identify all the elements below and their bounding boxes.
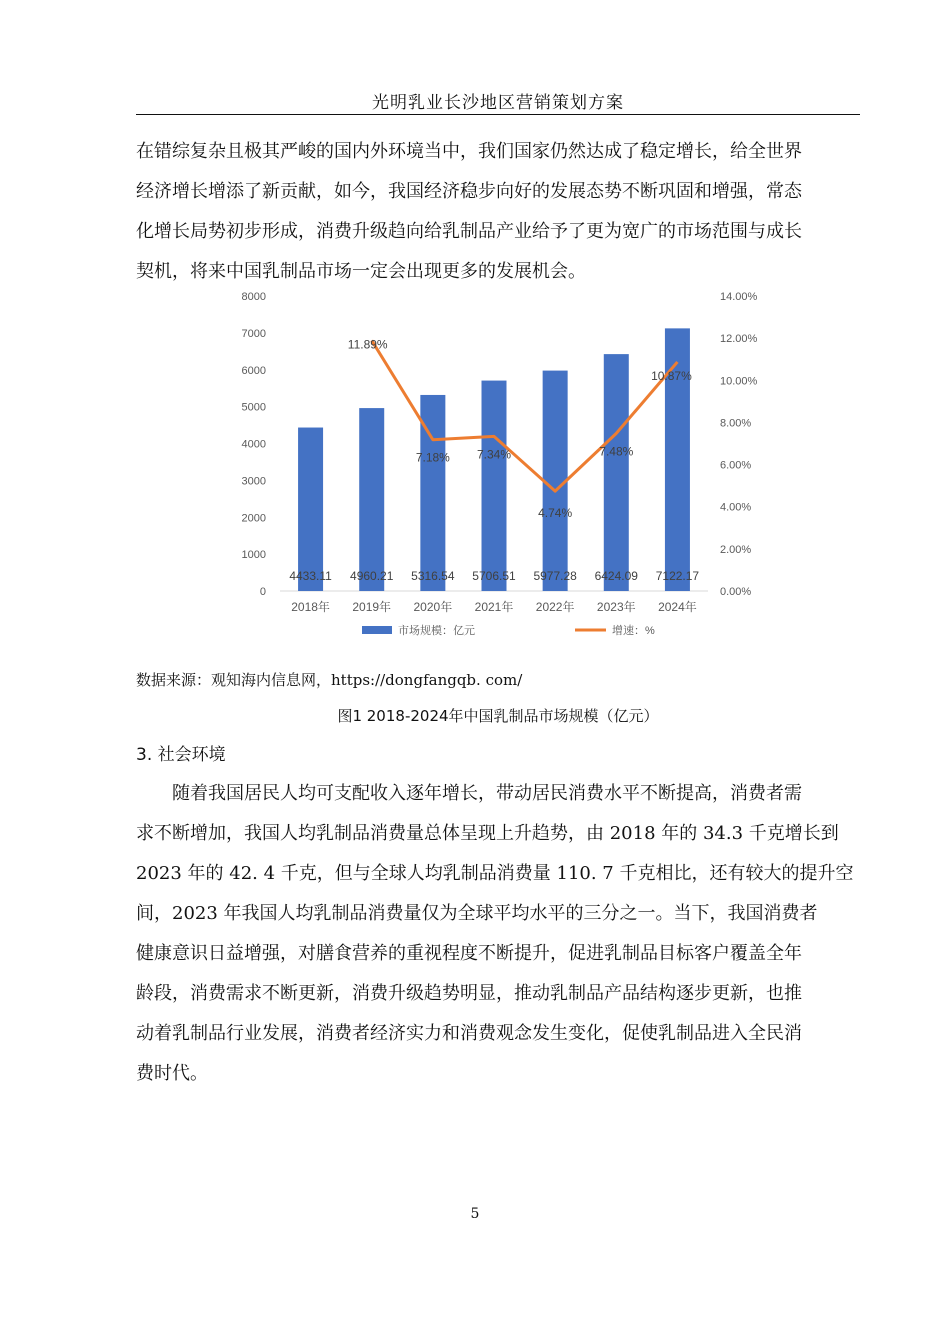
x-tick-label: 2018年 <box>291 600 330 614</box>
bar-data-label: 5706.51 <box>472 569 516 583</box>
y-right-tick-label: 10.00% <box>720 375 758 388</box>
bar-data-label: 4433.11 <box>289 569 332 583</box>
y-left-tick-label: 6000 <box>241 364 266 377</box>
x-tick-label: 2023年 <box>596 600 636 614</box>
bar-data-label: 7122.17 <box>655 569 700 583</box>
line-data-label: 11.89% <box>347 337 388 352</box>
legend-line-label: 增速：% <box>612 625 655 637</box>
line-data-label: 7.18% <box>415 450 450 465</box>
line-data-label: 10.87% <box>651 368 692 383</box>
x-tick-label: 2019年 <box>352 600 392 614</box>
x-tick-label: 2024年 <box>658 600 697 614</box>
bar-data-label: 6424.09 <box>594 569 638 583</box>
paragraph-line: 2023 年的 42. 4 千克，但与全球人均乳制品消费量 110. 7 千克相比，还有较大的提升空 <box>136 863 854 884</box>
line-data-label: 7.48% <box>599 444 634 459</box>
y-right-tick-label: 8.00% <box>720 417 752 430</box>
figure-caption: 图1 2018-2024年中国乳制品市场规模（亿元） <box>337 707 659 725</box>
y-right-tick-label: 14.00% <box>720 291 758 303</box>
chart-svg <box>230 284 770 646</box>
bar-data-label: 4960.21 <box>350 569 394 583</box>
page-number: 5 <box>470 1206 480 1222</box>
y-right-tick-label: 12.00% <box>720 333 758 346</box>
y-right-tick-label: 6.00% <box>720 459 752 472</box>
paragraph-line: 契机，将来中国乳制品市场一定会出现更多的发展机会。 <box>136 261 586 282</box>
paragraph-line: 间，2023 年我国人均乳制品消费量仅为全球平均水平的三分之一。当下，我国消费者 <box>136 903 818 924</box>
paragraph-line: 在错综复杂且极其严峻的国内外环境当中，我们国家仍然达成了稳定增长，给全世界 <box>136 141 802 162</box>
bar <box>604 354 629 591</box>
bar-data-label: 5316.54 <box>411 569 455 583</box>
bar <box>482 381 507 591</box>
bar <box>359 408 384 591</box>
intro-paragraph <box>136 132 860 292</box>
y-left-tick-label: 1000 <box>241 549 266 562</box>
y-left-tick-label: 8000 <box>241 291 266 303</box>
bar <box>298 428 323 591</box>
paragraph-line: 经济增长增添了新贡献，如今，我国经济稳步向好的发展态势不断巩固和增强，常态 <box>136 181 802 202</box>
growth-line <box>372 340 678 491</box>
paragraph-line: 求不断增加，我国人均乳制品消费量总体呈现上升趋势，由 2018 年的 34.3 千克增长到 <box>136 823 839 844</box>
bar-data-label: 5977.28 <box>533 569 577 583</box>
x-tick-label: 2022年 <box>535 600 575 614</box>
paragraph-line: 随着我国居民人均可支配收入逐年增长，带动居民消费水平不断提高，消费者需 <box>172 783 802 804</box>
social-paragraph <box>136 774 860 1094</box>
paragraph-line: 化增长局势初步形成，消费升级趋向给乳制品产业给予了更为宽广的市场范围与成长 <box>136 221 802 242</box>
line-data-label: 7.34% <box>476 447 512 462</box>
x-tick-label: 2020年 <box>413 600 453 614</box>
paragraph-line: 龄段，消费需求不断更新，消费升级趋势明显，推动乳制品产品结构逐步更新，也推 <box>136 983 802 1004</box>
y-left-tick-label: 0 <box>259 586 266 598</box>
y-left-tick-label: 2000 <box>241 512 266 525</box>
x-tick-label: 2021年 <box>474 600 514 614</box>
y-left-tick-label: 7000 <box>241 327 266 340</box>
legend-bar-label: 市场规模：亿元 <box>398 625 475 637</box>
y-left-tick-label: 3000 <box>241 475 266 488</box>
bar <box>543 371 568 591</box>
market-size-chart <box>230 284 770 646</box>
y-right-tick-label: 0.00% <box>720 586 752 598</box>
data-source-note: 数据来源：观知海内信息网，https://dongfangqb. com/ <box>136 671 523 689</box>
section-heading: 3. 社会环境 <box>136 745 226 765</box>
line-data-label: 4.74% <box>538 506 573 521</box>
paragraph-line: 费时代。 <box>136 1063 208 1084</box>
header-rule <box>136 114 860 115</box>
y-left-tick-label: 4000 <box>241 438 266 451</box>
y-right-tick-label: 2.00% <box>720 543 752 556</box>
y-right-tick-label: 4.00% <box>720 501 752 514</box>
paragraph-line: 健康意识日益增强，对膳食营养的重视程度不断提升，促进乳制品目标客户覆盖全年 <box>136 943 802 964</box>
bar <box>665 328 690 591</box>
y-left-tick-label: 5000 <box>241 401 266 414</box>
paragraph-line: 动着乳制品行业发展，消费者经济实力和消费观念发生变化，促使乳制品进入全民消 <box>136 1023 802 1044</box>
page-header-title: 光明乳业长沙地区营销策划方案 <box>372 93 624 113</box>
legend-bar-swatch <box>362 626 392 634</box>
